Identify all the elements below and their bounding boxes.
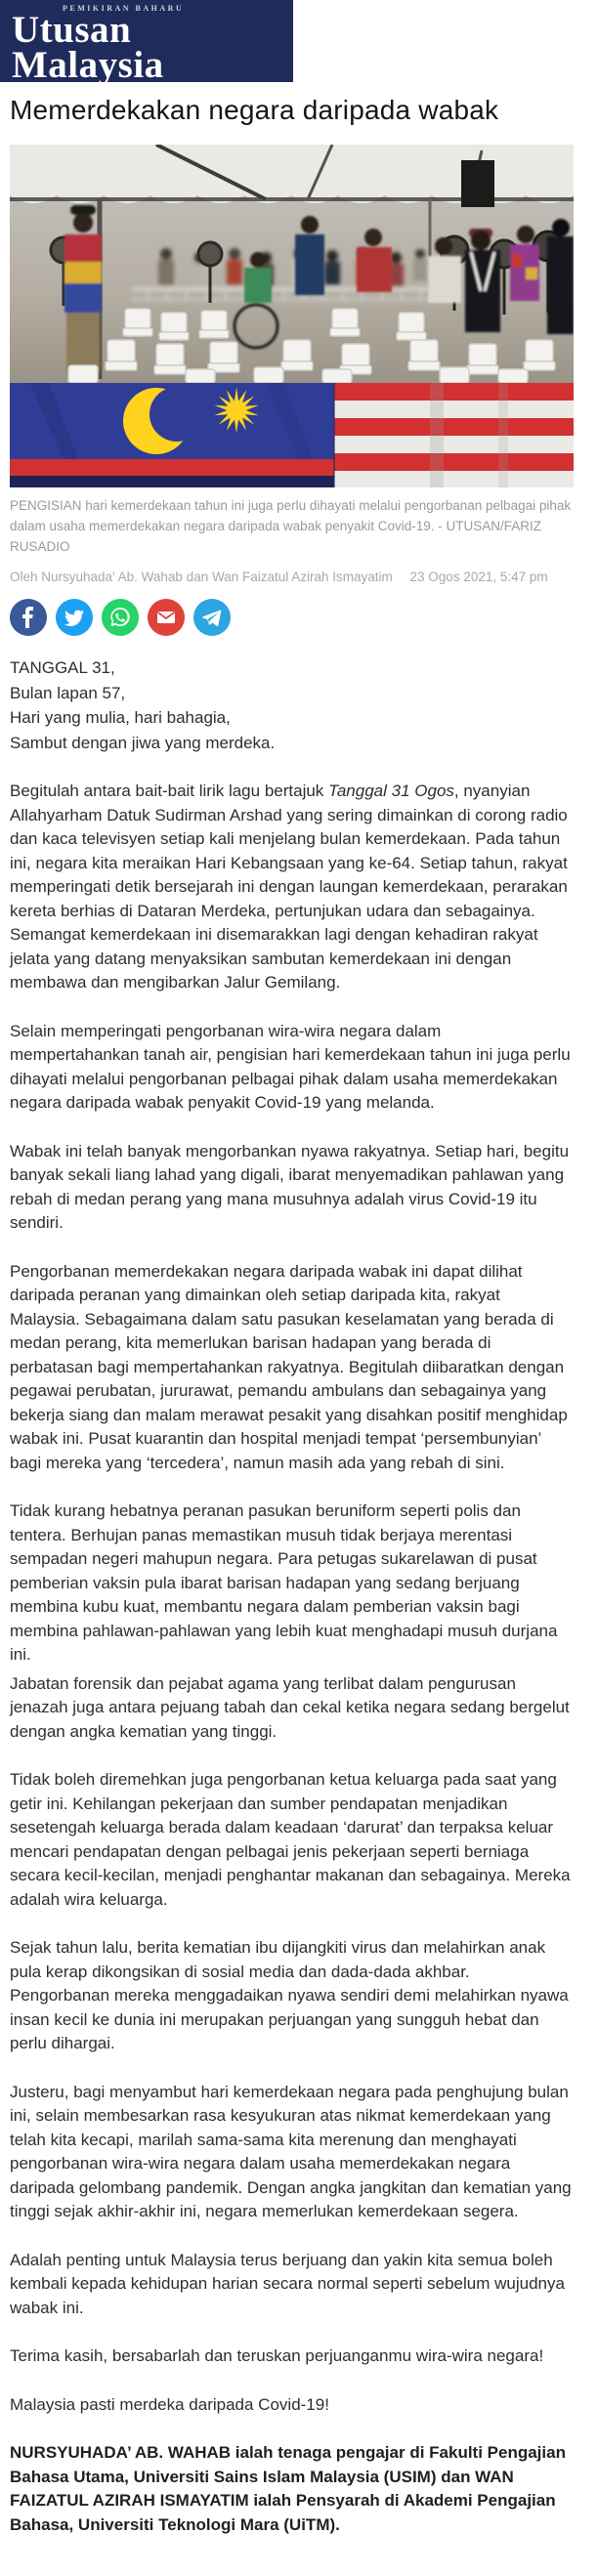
- paragraph: Jabatan forensik dan pejabat agama yang terlibat dalam pengurusan jenazah juga antara pejuang tabah dan cekal ketika negara sedang bergelut dengan angka kematian yang tinggi.: [10, 1673, 570, 1741]
- paragraph: Selain memperingati pengorbanan wira-wira negara dalam mempertahankan tanah air, pengisian hari kemerdekaan tahun ini juga perlu dihayati melalui pengorbanan pelbagai pihak dalam usaha memerdekakan negara daripada wabak penyakit Covid-19 yang melanda.: [10, 1021, 571, 1112]
- paragraph: Sejak tahun lalu, berita kematian ibu dijangkiti virus dan melahirkan anak pula kerap dikongsikan di sosial media dan dada-dada akhbar. Pengorbanan mereka menggadaikan nyawa sendiri demi melahirkan nyawa insan kecil ke dunia ini merupakan perjuangan yang sungguh hebat dan perlu dihargai.: [10, 1938, 569, 2052]
- poem-line: Sambut dengan jiwa yang merdeka.: [10, 733, 276, 752]
- byline: [10, 570, 574, 584]
- tent-canopy: [10, 145, 574, 207]
- email-icon: [148, 599, 185, 636]
- poem-verse: [10, 655, 574, 755]
- share-whatsapp-button[interactable]: [102, 599, 139, 636]
- share-email-button[interactable]: [148, 599, 185, 636]
- paragraph: Malaysia pasti merdeka daripada Covid-19!: [10, 2394, 329, 2414]
- paragraph: Tidak kurang hebatnya peranan pasukan beruniform seperti polis dan tentera. Berhujan panas memastikan musuh tidak berjaya merentasi sempadan negeri mahupun negara. Para petugas sukarelawan di pusat pemberian vaksin pula ibarat barisan hadapan yang sedang berjuang membina kubu kuat, membantu negara dalam pemberian vaksin bagi membina pahlawan-pahlawan yang lebih kuat menghadapi musuh durjana ini.: [10, 1501, 558, 1664]
- poem-line: Bulan lapan 57,: [10, 683, 126, 702]
- paragraph: Pengorbanan memerdekakan negara daripada wabak ini dapat dilihat daripada peranan yang dimainkan oleh setiap daripada kita, rakyat Malaysia. Sebagaimana dalam satu pasukan keselamatan yang berada di medan perang, kita memerlukan barisan hadapan yang berada di perbatasan bagi mempertahankan rakyatnya. Begitulah diibaratkan dengan pegawai perubatan, jururawat, pemandu ambulans dan sebagainya yang bekerja siang dan malam merawat pesakit yang disahkan positif menghidap wabak ini. Pusat kuarantin dan hospital menjadi tempat ‘persembunyian’ bagi mereka yang ‘tercedera’, namun masih ada yang rebah di sini.: [10, 1261, 568, 1472]
- whatsapp-icon: [102, 599, 139, 636]
- author-names: Oleh Nursyuhada' Ab. Wahab dan Wan Faizatul Azirah Ismayatim: [10, 570, 393, 584]
- author-bio: NURSYUHADA’ AB. WAHAB ialah tenaga pengajar di Fakulti Pengajian Bahasa Utama, Universiti Sains Islam Malaysia (USIM) dan WAN FAIZATUL AZIRAH ISMAYATIM ialah Pensyarah di Akademi Pengajian Bahasa, Universiti Teknologi Mara (UiTM).: [10, 2443, 566, 2534]
- paragraph: Justeru, bagi menyambut hari kemerdekaan negara pada penghujung bulan ini, selain membesarkan rasa kesyukuran atas nikmat kemerdekaan yang telah kita kecapi, marilah sama-sama kita merenung dan menghayati pengorbanan wira-wira negara dalam usaha memerdekakan negara daripada gelombang pandemik. Dengan angka jangkitan dan kematian yang tinggi sejak akhir-akhir ini, negara memerlukan kemerdekaan segera.: [10, 2082, 572, 2220]
- share-telegram-button[interactable]: [193, 599, 231, 636]
- paragraph: Terima kasih, bersabarlah dan teruskan perjuanganmu wira-wira negara!: [10, 2346, 544, 2365]
- bottom-spacer: [10, 2537, 574, 2576]
- poem-line: TANGGAL 31,: [10, 658, 115, 677]
- page-title: Memerdekakan negara daripada wabak: [10, 95, 499, 125]
- twitter-icon: [56, 599, 93, 636]
- article-body: [10, 655, 574, 2537]
- publish-datetime: 23 Ogos 2021, 5:47 pm: [409, 570, 548, 584]
- vaccination-tent-photo: [10, 145, 574, 487]
- utusan-malaysia-logo[interactable]: [0, 0, 293, 86]
- article-photo: [10, 145, 574, 487]
- share-facebook-button[interactable]: [10, 599, 47, 636]
- paragraph-text: Begitulah antara bait-bait lirik lagu bertajuk: [10, 781, 329, 800]
- logo-name-line1: Utusan: [12, 9, 132, 51]
- malaysia-flag: [10, 383, 574, 487]
- logo-name-line2: Malaysia: [12, 44, 164, 86]
- paragraph: Tidak boleh diremehkan juga pengorbanan ketua keluarga pada saat yang getir ini. Kehilangan pekerjaan dan sumber pendapatan menjadikan sesetengah keluarga berada dalam keadaan ‘darurat’ dan terpaksa keluar mencari pendapatan dengan pelbagai jenis pekerjaan seperti berniaga secara kecil-kecilan, menjadi penghantar makanan dan sebagainya. Mereka adalah wira keluarga.: [10, 1770, 571, 1909]
- paragraph: [10, 780, 574, 995]
- paragraph: Adalah penting untuk Malaysia terus berjuang dan yakin kita semua boleh kembali kepada kehidupan harian secara normal seperti sebelum wujudnya wabak ini.: [10, 2250, 565, 2317]
- photo-caption: PENGISIAN hari kemerdekaan tahun ini juga perlu dihayati melalui pengorbanan pelbagai pihak dalam usaha memerdekakan negara daripada wabak penyakit Covid-19. - UTUSAN/FARIZ RUSADIO: [10, 498, 572, 554]
- poem-line: Hari yang mulia, hari bahagia,: [10, 708, 231, 727]
- share-twitter-button[interactable]: [56, 599, 93, 636]
- facebook-icon: [10, 599, 47, 636]
- song-title-italic: Tanggal 31 Ogos: [328, 781, 454, 800]
- telegram-icon: [193, 599, 231, 636]
- share-buttons: [10, 599, 574, 636]
- paragraph-text: , nyanyian Allahyarham Datuk Sudirman Arshad yang sering dimainkan di corong radio dan kaca televisyen setiap kali menjelang bulan kemerdekaan. Pada tahun ini, negara kita meraikan Hari Kebangsaan yang ke-64. Setiap tahun, rakyat memperingati detik bersejarah ini dengan laungan kemerdekaan, perarakan kereta berhias di Dataran Merdeka, pertunjukan udara dan sebagainya. Semangat kemerdekaan ini disemarakkan lagi dengan kehadiran rakyat jelata yang datang menyaksikan sambutan kemerdekaan ini dengan membawa dan mengibarkan Jalur Gemilang.: [10, 781, 568, 992]
- logo-tagline: PEMIKIRAN BAHARU: [63, 4, 185, 13]
- paragraph: Wabak ini telah banyak mengorbankan nyawa rakyatnya. Setiap hari, begitu banyak sekali liang lahad yang digali, ibarat menyemadikan pahlawan yang rebah di medan perang yang mana musuhnya adalah virus Covid-19 itu sendiri.: [10, 1141, 570, 1232]
